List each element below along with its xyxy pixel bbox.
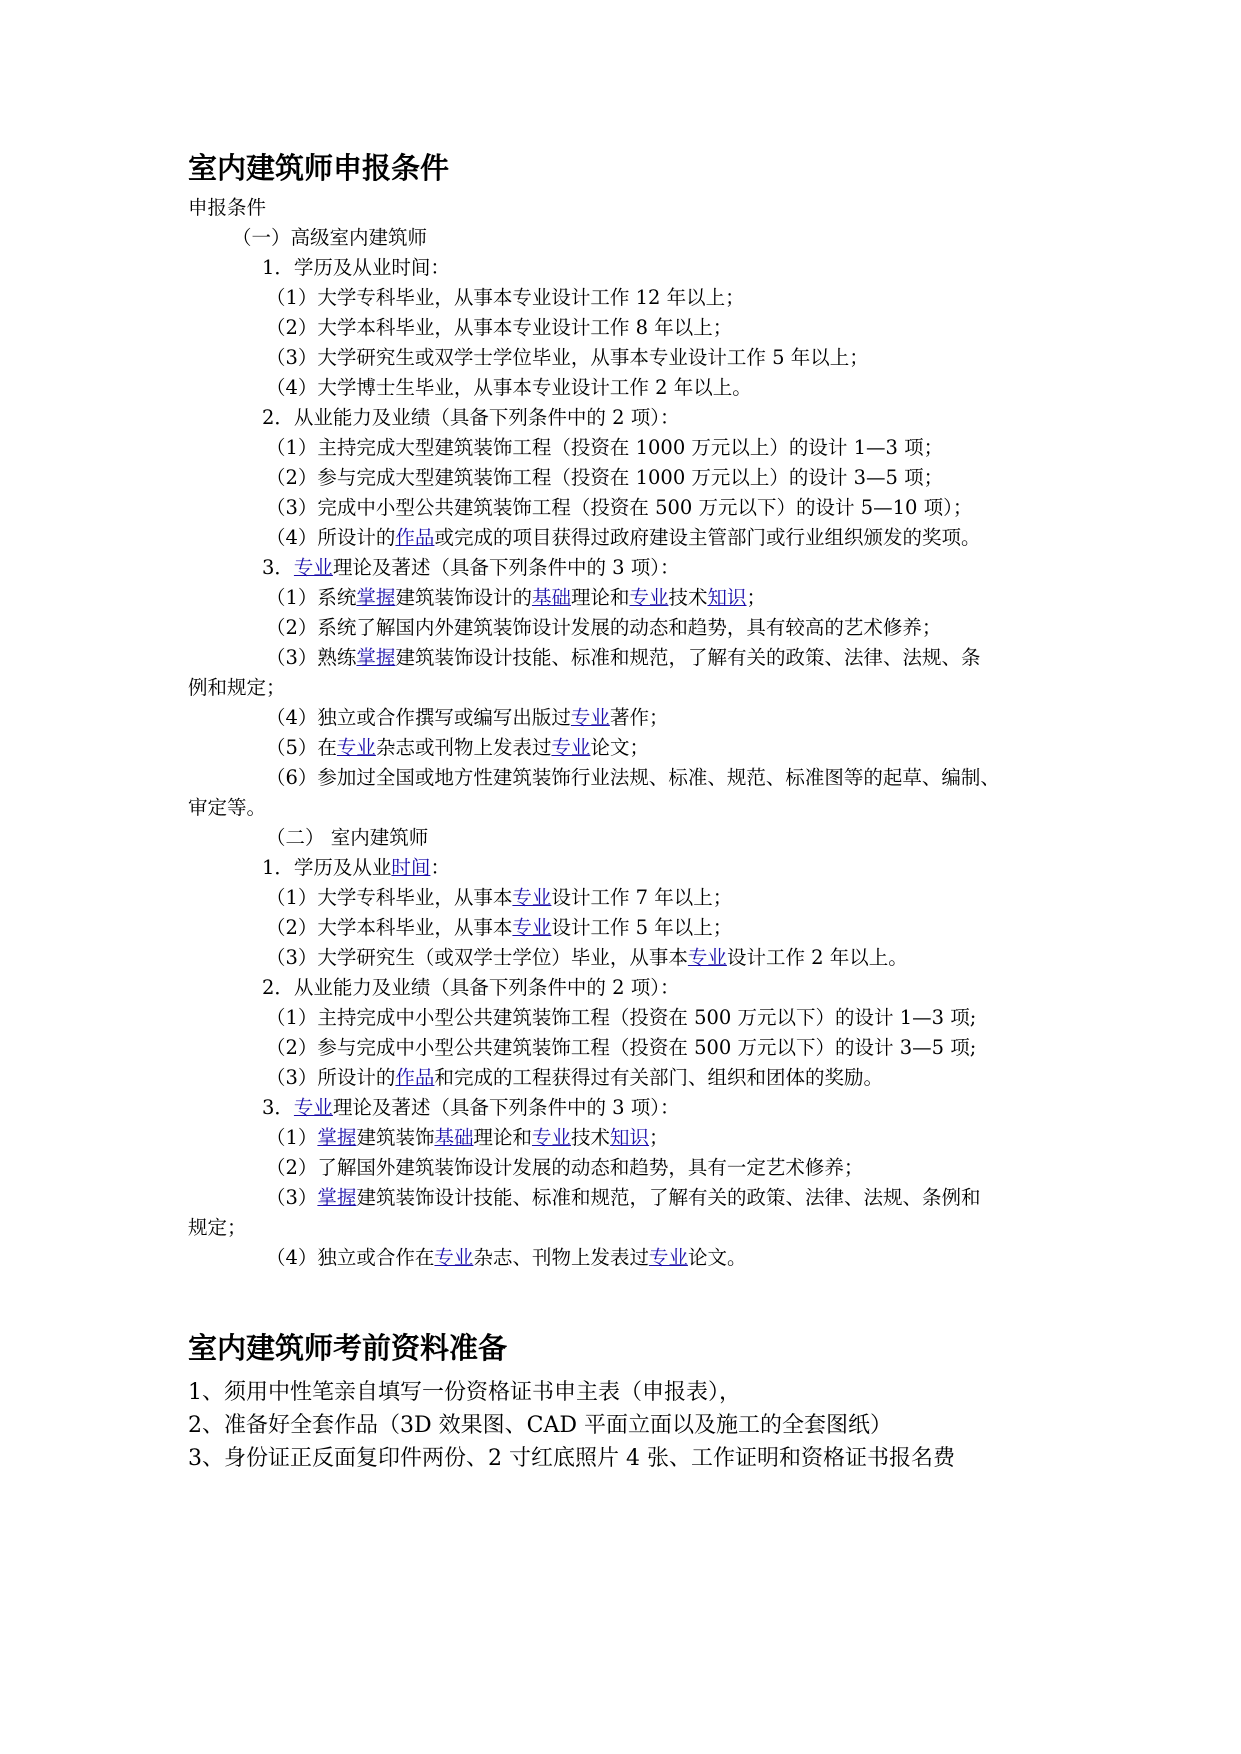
link-master[interactable]: 掌握: [356, 646, 396, 669]
text: （3）大学研究生（或双学士学位）毕业，从事本: [266, 946, 688, 969]
text: （1）大学专科毕业，从事本: [266, 886, 513, 909]
link-major[interactable]: 专业: [293, 1096, 333, 1119]
text: ：: [430, 856, 450, 879]
regular-theory-item-cont: 规定；: [188, 1216, 247, 1239]
text: 建筑装饰设计技能、标准和规范，了解有关的政策、法律、法规、条例和: [356, 1186, 981, 1209]
text: （3）: [266, 1186, 318, 1209]
link-major[interactable]: 专业: [512, 916, 552, 939]
text: 理论及著述（具备下列条件中的 3 项）：: [332, 556, 680, 579]
senior-theory-item: [266, 646, 980, 670]
senior-ability-item: （3）完成中小型公共建筑装饰工程（投资在 500 万元以下）的设计 5—10 项）；: [266, 496, 973, 519]
regular-heading: （二） 室内建筑师: [266, 826, 429, 849]
text: 建筑装饰设计技能、标准和规范，了解有关的政策、法律、法规、条: [395, 646, 981, 669]
senior-ability-item: （2）参与完成大型建筑装饰工程（投资在 1000 万元以上）的设计 3—5 项；: [266, 466, 944, 489]
regular-edu-item: [266, 886, 732, 910]
text: 杂志、刊物上发表过: [473, 1246, 649, 1269]
text: 设计工作 2 年以上。: [726, 946, 908, 969]
text: 技术: [571, 1126, 611, 1149]
link-major[interactable]: 专业: [629, 586, 669, 609]
text: （1）系统: [266, 586, 357, 609]
senior-theory-item: [266, 736, 649, 760]
text: 论文。: [687, 1246, 747, 1269]
text: ；: [746, 586, 767, 609]
link-time[interactable]: 时间: [391, 856, 431, 879]
senior-theory-item: [266, 706, 668, 730]
senior-edu-item: （4）大学博士生毕业，从事本专业设计工作 2 年以上。: [266, 376, 752, 399]
senior-edu-item: （1）大学专科毕业，从事本专业设计工作 12 年以上；: [266, 286, 745, 309]
regular-ability-item: [266, 1066, 883, 1090]
text: （3）熟练: [266, 646, 357, 669]
link-knowledge[interactable]: 知识: [707, 586, 747, 609]
section-title-requirements: 室内建筑师申报条件: [188, 151, 450, 185]
section-title-preparation: 室内建筑师考前资料准备: [188, 1331, 508, 1365]
regular-ability-heading: 2．从业能力及业绩（具备下列条件中的 2 项）：: [262, 976, 680, 999]
regular-theory-item: [266, 1246, 746, 1270]
link-major[interactable]: 专业: [531, 1126, 571, 1149]
text: 和完成的工程获得过有关部门、组织和团体的奖励。: [434, 1066, 883, 1089]
text: 3．: [262, 556, 294, 579]
intro-label: 申报条件: [188, 196, 267, 219]
link-major[interactable]: 专业: [687, 946, 727, 969]
regular-edu-item: [266, 946, 908, 970]
text: （2）大学本科毕业，从事本: [266, 916, 513, 939]
text: 著作；: [609, 706, 669, 729]
link-major[interactable]: 专业: [336, 736, 376, 759]
prep-item: 1、须用中性笔亲自填写一份资格证书申主表（申报表），: [188, 1380, 741, 1405]
prep-item: 3、身份证正反面复印件两份、2 寸红底照片 4 张、工作证明和资格证书报名费: [188, 1446, 955, 1471]
senior-edu-heading: 1．学历及从业时间：: [262, 256, 450, 279]
senior-theory-item: （2）系统了解国内外建筑装饰设计发展的动态和趋势，具有较高的艺术修养；: [266, 616, 942, 639]
senior-theory-item: （6）参加过全国或地方性建筑装饰行业法规、标准、规范、标准图等的起草、编制、: [266, 766, 1000, 789]
text: （1）: [266, 1126, 318, 1149]
text: 3．: [262, 1096, 294, 1119]
text: 建筑装饰: [356, 1126, 435, 1149]
senior-heading: （一）高级室内建筑师: [232, 226, 428, 249]
text: 建筑装饰设计的: [395, 586, 532, 609]
link-works[interactable]: 作品: [395, 1066, 435, 1089]
text: （4）独立或合作撰写或编写出版过: [266, 706, 571, 729]
link-major[interactable]: 专业: [512, 886, 552, 909]
text: 理论和: [570, 586, 630, 609]
senior-theory-heading: [262, 556, 680, 580]
link-knowledge[interactable]: 知识: [610, 1126, 650, 1149]
senior-theory-item: [266, 586, 766, 610]
text: 设计工作 5 年以上；: [551, 916, 733, 939]
link-master[interactable]: 掌握: [317, 1186, 357, 1209]
text: 杂志或刊物上发表过: [375, 736, 552, 759]
regular-ability-item: （2）参与完成中小型公共建筑装饰工程（投资在 500 万元以下）的设计 3—5 项;: [266, 1036, 977, 1059]
senior-ability-heading: 2．从业能力及业绩（具备下列条件中的 2 项）：: [262, 406, 680, 429]
senior-theory-item-cont: 审定等。: [188, 796, 267, 819]
link-major[interactable]: 专业: [648, 1246, 688, 1269]
link-works[interactable]: 作品: [395, 526, 435, 549]
text: 1．学历及从业: [262, 856, 392, 879]
text: 理论和: [473, 1126, 532, 1149]
regular-edu-item: [266, 916, 732, 940]
text: （5）在: [266, 736, 337, 759]
link-major[interactable]: 专业: [293, 556, 333, 579]
senior-ability-item: [266, 526, 980, 550]
senior-edu-item: （3）大学研究生或双学士学位毕业，从事本专业设计工作 5 年以上；: [266, 346, 869, 369]
regular-theory-item: [266, 1126, 669, 1150]
senior-ability-item: （1）主持完成大型建筑装饰工程（投资在 1000 万元以上）的设计 1—3 项；: [266, 436, 944, 459]
senior-theory-item-cont: 例和规定；: [188, 676, 286, 699]
text: 或完成的项目获得过政府建设主管部门或行业组织颁发的奖项。: [434, 526, 981, 549]
link-basic[interactable]: 基础: [434, 1126, 474, 1149]
text: 理论及著述（具备下列条件中的 3 项）：: [332, 1096, 680, 1119]
text: ；: [649, 1126, 669, 1149]
text: 技术: [668, 586, 708, 609]
link-major[interactable]: 专业: [434, 1246, 474, 1269]
link-master[interactable]: 掌握: [317, 1126, 357, 1149]
text: （3）所设计的: [266, 1066, 396, 1089]
prep-item: 2、准备好全套作品（3D 效果图、CAD 平面立面以及施工的全套图纸）: [188, 1413, 892, 1438]
link-major[interactable]: 专业: [551, 736, 591, 759]
text: （4）独立或合作在: [266, 1246, 435, 1269]
regular-theory-item: （2）了解国外建筑装饰设计发展的动态和趋势，具有一定艺术修养；: [266, 1156, 864, 1179]
text: 论文；: [590, 736, 649, 759]
text: （4）所设计的: [266, 526, 396, 549]
regular-theory-item: [266, 1186, 980, 1210]
link-master[interactable]: 掌握: [356, 586, 396, 609]
regular-theory-heading: [262, 1096, 680, 1120]
senior-edu-item: （2）大学本科毕业，从事本专业设计工作 8 年以上；: [266, 316, 733, 339]
regular-ability-item: （1）主持完成中小型公共建筑装饰工程（投资在 500 万元以下）的设计 1—3 项;: [266, 1006, 977, 1029]
text: 设计工作 7 年以上；: [551, 886, 733, 909]
link-major[interactable]: 专业: [570, 706, 610, 729]
regular-edu-heading: [262, 856, 450, 880]
link-basic[interactable]: 基础: [531, 586, 571, 609]
